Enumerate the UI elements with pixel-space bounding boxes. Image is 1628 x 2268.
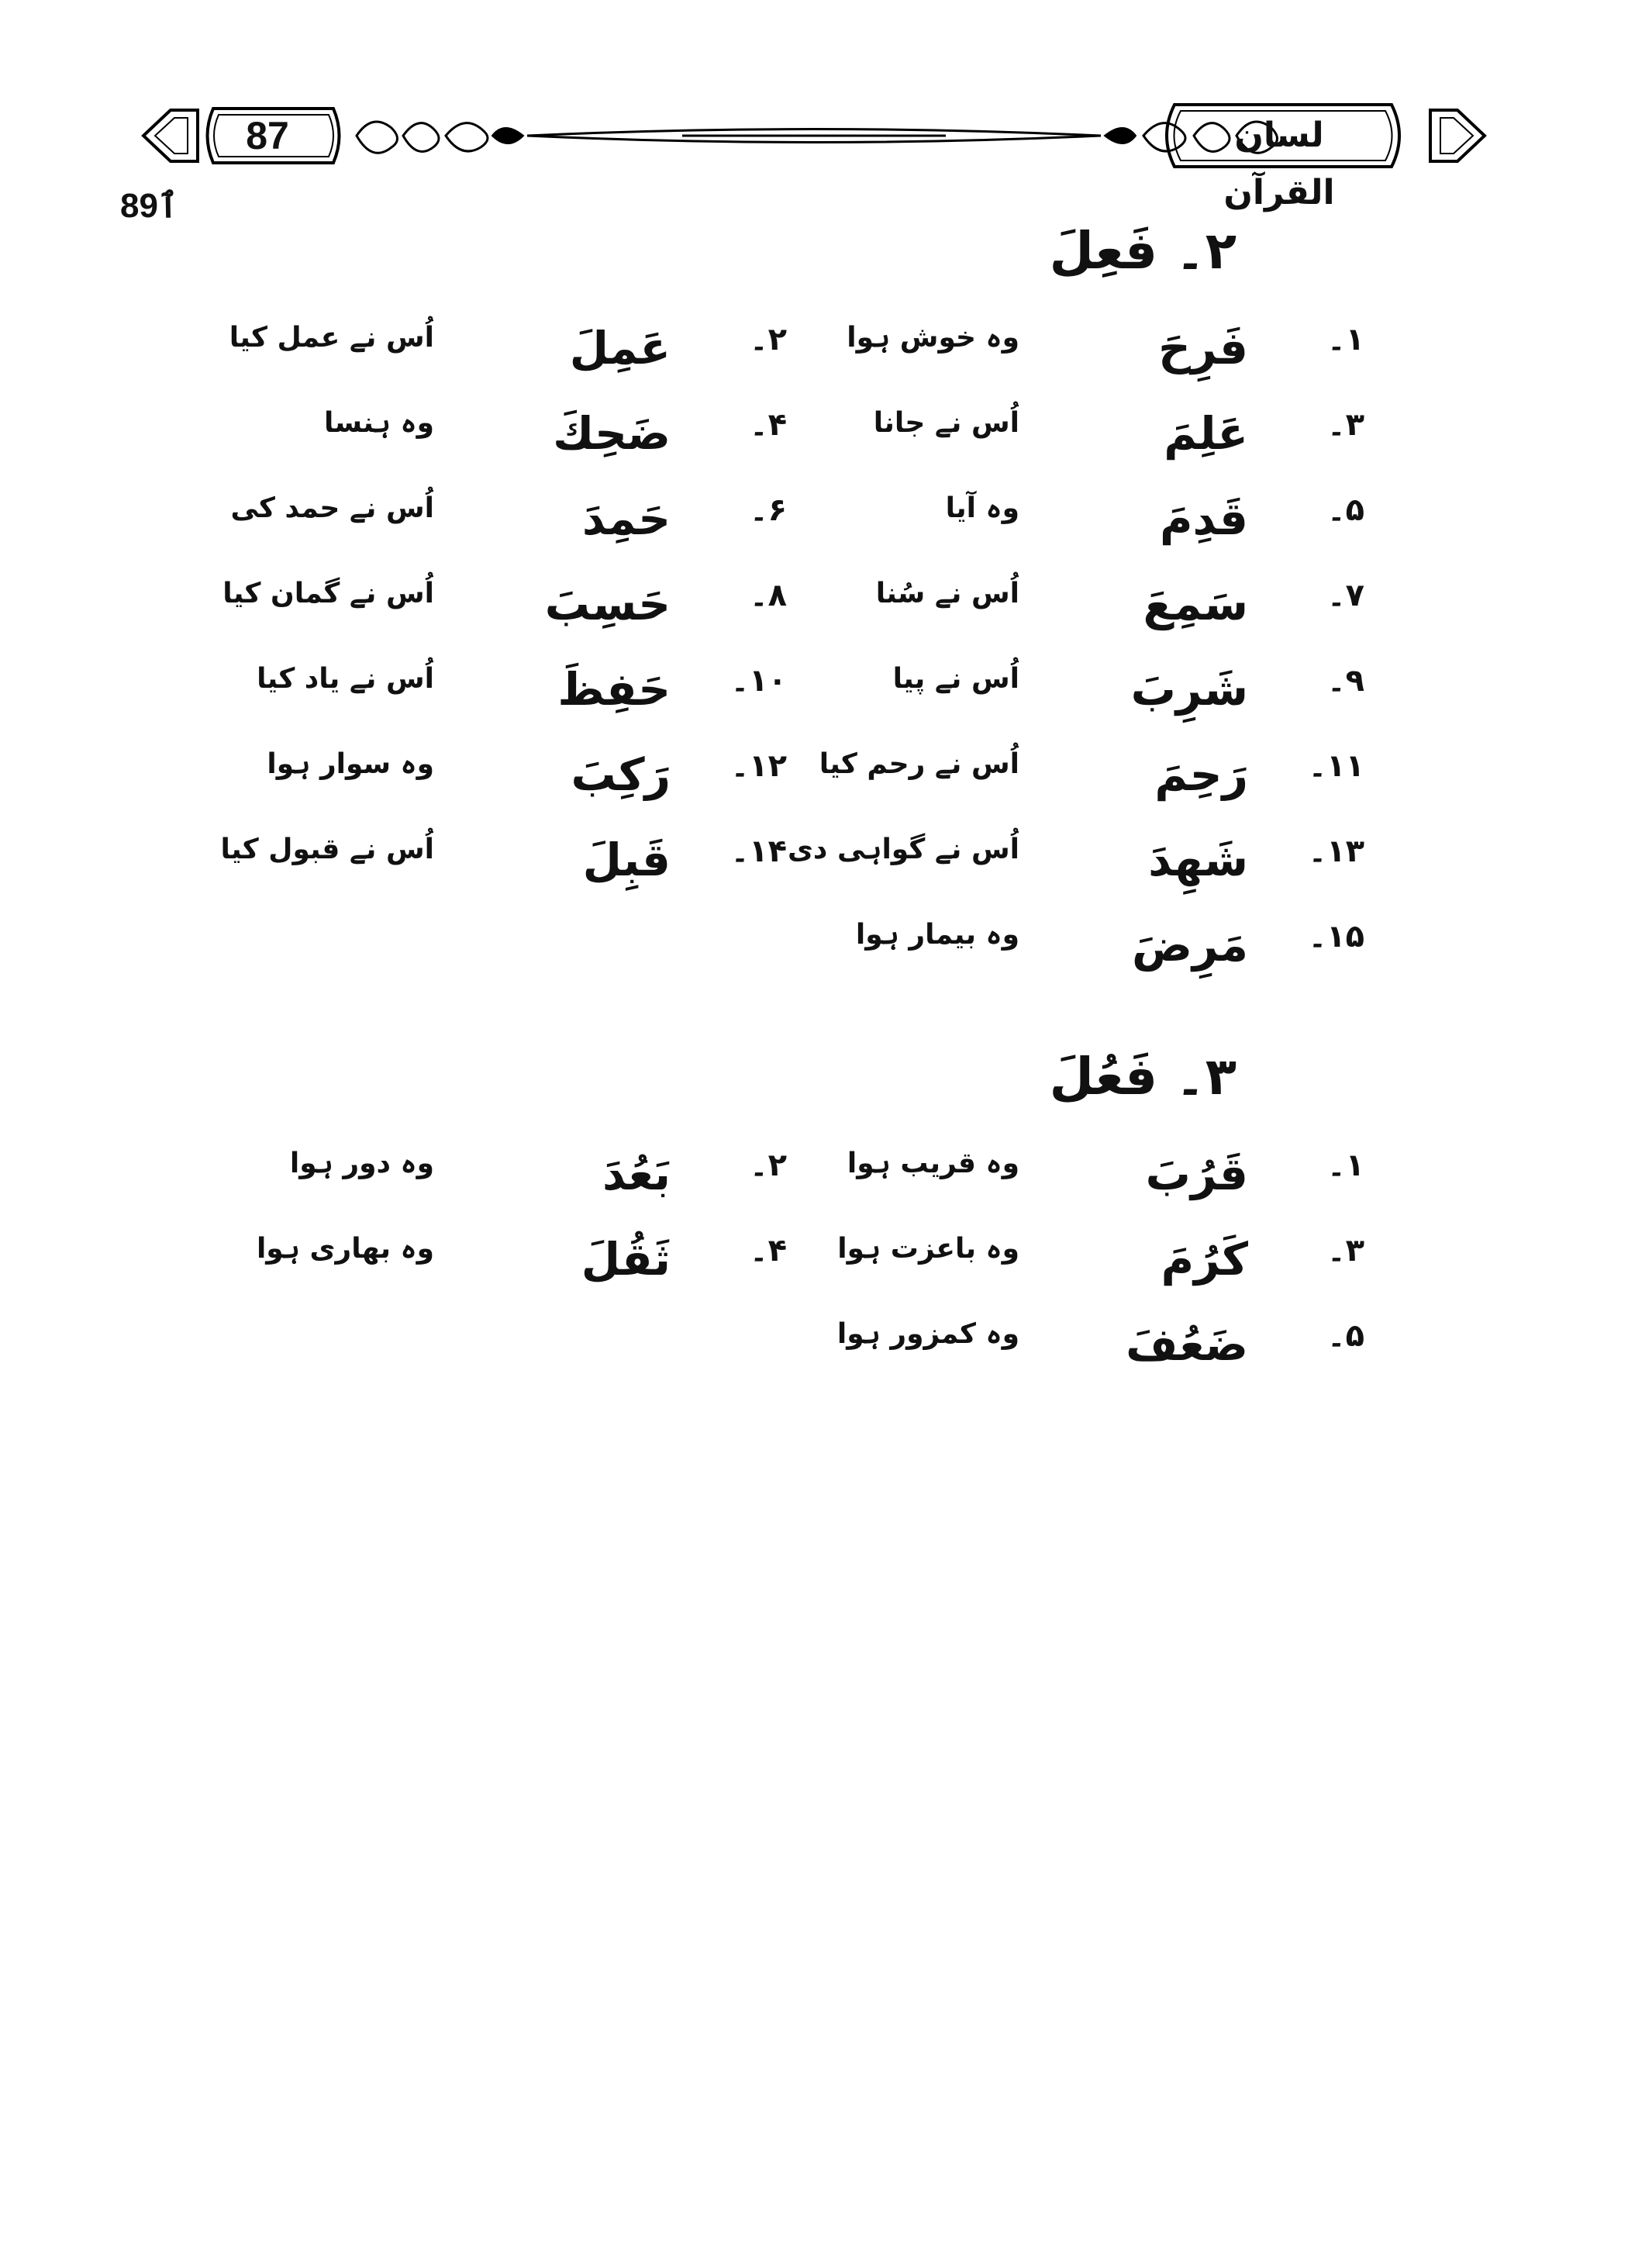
urdu-meaning: اُس نے حمد کی [230, 492, 434, 524]
entry-number: ۱۲۔ [730, 748, 787, 784]
urdu-meaning: اُس نے جانا [873, 407, 1019, 439]
book-title: لسان القرآن [1223, 116, 1335, 212]
list-row [0, 322, 1628, 392]
urdu-meaning: اُس نے قبول کیا [220, 834, 434, 865]
urdu-meaning: وہ خوش ہوا [847, 322, 1019, 354]
entry-number: ۱۔ [1327, 1148, 1364, 1183]
urdu-meaning: اُس نے گمان کیا [222, 578, 434, 609]
arabic-verb: رَحِمَ [1154, 748, 1248, 801]
list-row [0, 1233, 1628, 1303]
list-row [0, 492, 1628, 562]
arabic-verb: كَرُمَ [1161, 1233, 1248, 1286]
section-title: ۳۔ فَعُلَ [1049, 1047, 1237, 1106]
list-row [0, 919, 1628, 989]
urdu-meaning: وہ باعزت ہوا [837, 1233, 1019, 1265]
list-row [0, 834, 1628, 903]
entry-number: ۹۔ [1327, 663, 1364, 699]
entry-number: ۵۔ [1327, 1318, 1364, 1354]
entry-number: ۵۔ [1327, 492, 1364, 528]
arabic-verb: شَرِبَ [1130, 663, 1248, 716]
arabic-verb: شَهِدَ [1148, 834, 1248, 886]
entry-number: ۱۔ [1327, 322, 1364, 357]
arabic-verb: قَدِمَ [1160, 492, 1248, 545]
urdu-meaning: اُس نے رحم کیا [819, 748, 1019, 780]
entry-number: ۴۔ [750, 1233, 787, 1269]
section-title: ۲۔ فَعِلَ [1049, 221, 1237, 281]
entry-number: ۴۔ [750, 407, 787, 443]
entry-number: ۱۳۔ [1308, 834, 1364, 869]
urdu-meaning: اُس نے پیا [892, 663, 1019, 695]
arabic-verb: عَلِمَ [1164, 407, 1248, 460]
arabic-verb: حَمِدَ [581, 492, 671, 545]
urdu-meaning: اُس نے گواہی دی [787, 834, 1019, 865]
urdu-meaning: اُس نے یاد کیا [257, 663, 434, 695]
entry-number: ۷۔ [1327, 578, 1364, 613]
list-row [0, 407, 1628, 477]
arabic-verb: فَرِحَ [1158, 322, 1248, 375]
arabic-verb: ثَقُلَ [581, 1233, 671, 1286]
arabic-verb: قَرُبَ [1145, 1148, 1248, 1200]
entry-number: ۱۰۔ [730, 663, 787, 699]
urdu-meaning: وہ ہنسا [324, 407, 434, 439]
arabic-verb: قَبِلَ [582, 834, 671, 886]
arabic-verb: عَمِلَ [569, 322, 671, 375]
entry-number: ۳۔ [1327, 1233, 1364, 1269]
arabic-verb: حَفِظَ [557, 663, 671, 716]
urdu-meaning: اُس نے عمل کیا [229, 322, 434, 354]
list-row [0, 1318, 1628, 1388]
urdu-meaning: وہ بھاری ہوا [256, 1233, 434, 1265]
list-row [0, 748, 1628, 818]
entry-number: ۱۱۔ [1308, 748, 1364, 784]
entry-number: ۸۔ [750, 578, 787, 613]
arabic-verb: مَرِضَ [1131, 919, 1248, 972]
entry-number: ۲۔ [750, 322, 787, 357]
arabic-verb: ضَحِكَ [553, 407, 671, 460]
urdu-meaning: وہ سوار ہوا [267, 748, 434, 780]
urdu-meaning: وہ کمزور ہوا [836, 1318, 1019, 1350]
list-row [0, 1148, 1628, 1217]
urdu-meaning: وہ آیا [945, 492, 1019, 524]
arabic-verb: ضَعُفَ [1126, 1318, 1248, 1371]
arabic-verb: رَكِبَ [571, 748, 671, 801]
entry-number: ۶۔ [750, 492, 787, 528]
document-code: ٱ89 [120, 187, 178, 225]
entry-number: ۳۔ [1327, 407, 1364, 443]
entry-number: ۲۔ [750, 1148, 787, 1183]
entry-number: ۱۵۔ [1308, 919, 1364, 954]
urdu-meaning: وہ قریب ہوا [847, 1148, 1019, 1179]
arabic-verb: سَمِعَ [1143, 578, 1248, 630]
page-number: 87 [246, 114, 289, 157]
list-row [0, 663, 1628, 733]
arabic-verb: حَسِبَ [544, 578, 671, 630]
list-row [0, 578, 1628, 647]
arabic-verb: بَعُدَ [602, 1148, 671, 1200]
entry-number: ۱۴۔ [730, 834, 787, 869]
urdu-meaning: اُس نے سُنا [875, 578, 1019, 609]
urdu-meaning: وہ دور ہوا [289, 1148, 434, 1179]
urdu-meaning: وہ بیمار ہوا [855, 919, 1019, 951]
